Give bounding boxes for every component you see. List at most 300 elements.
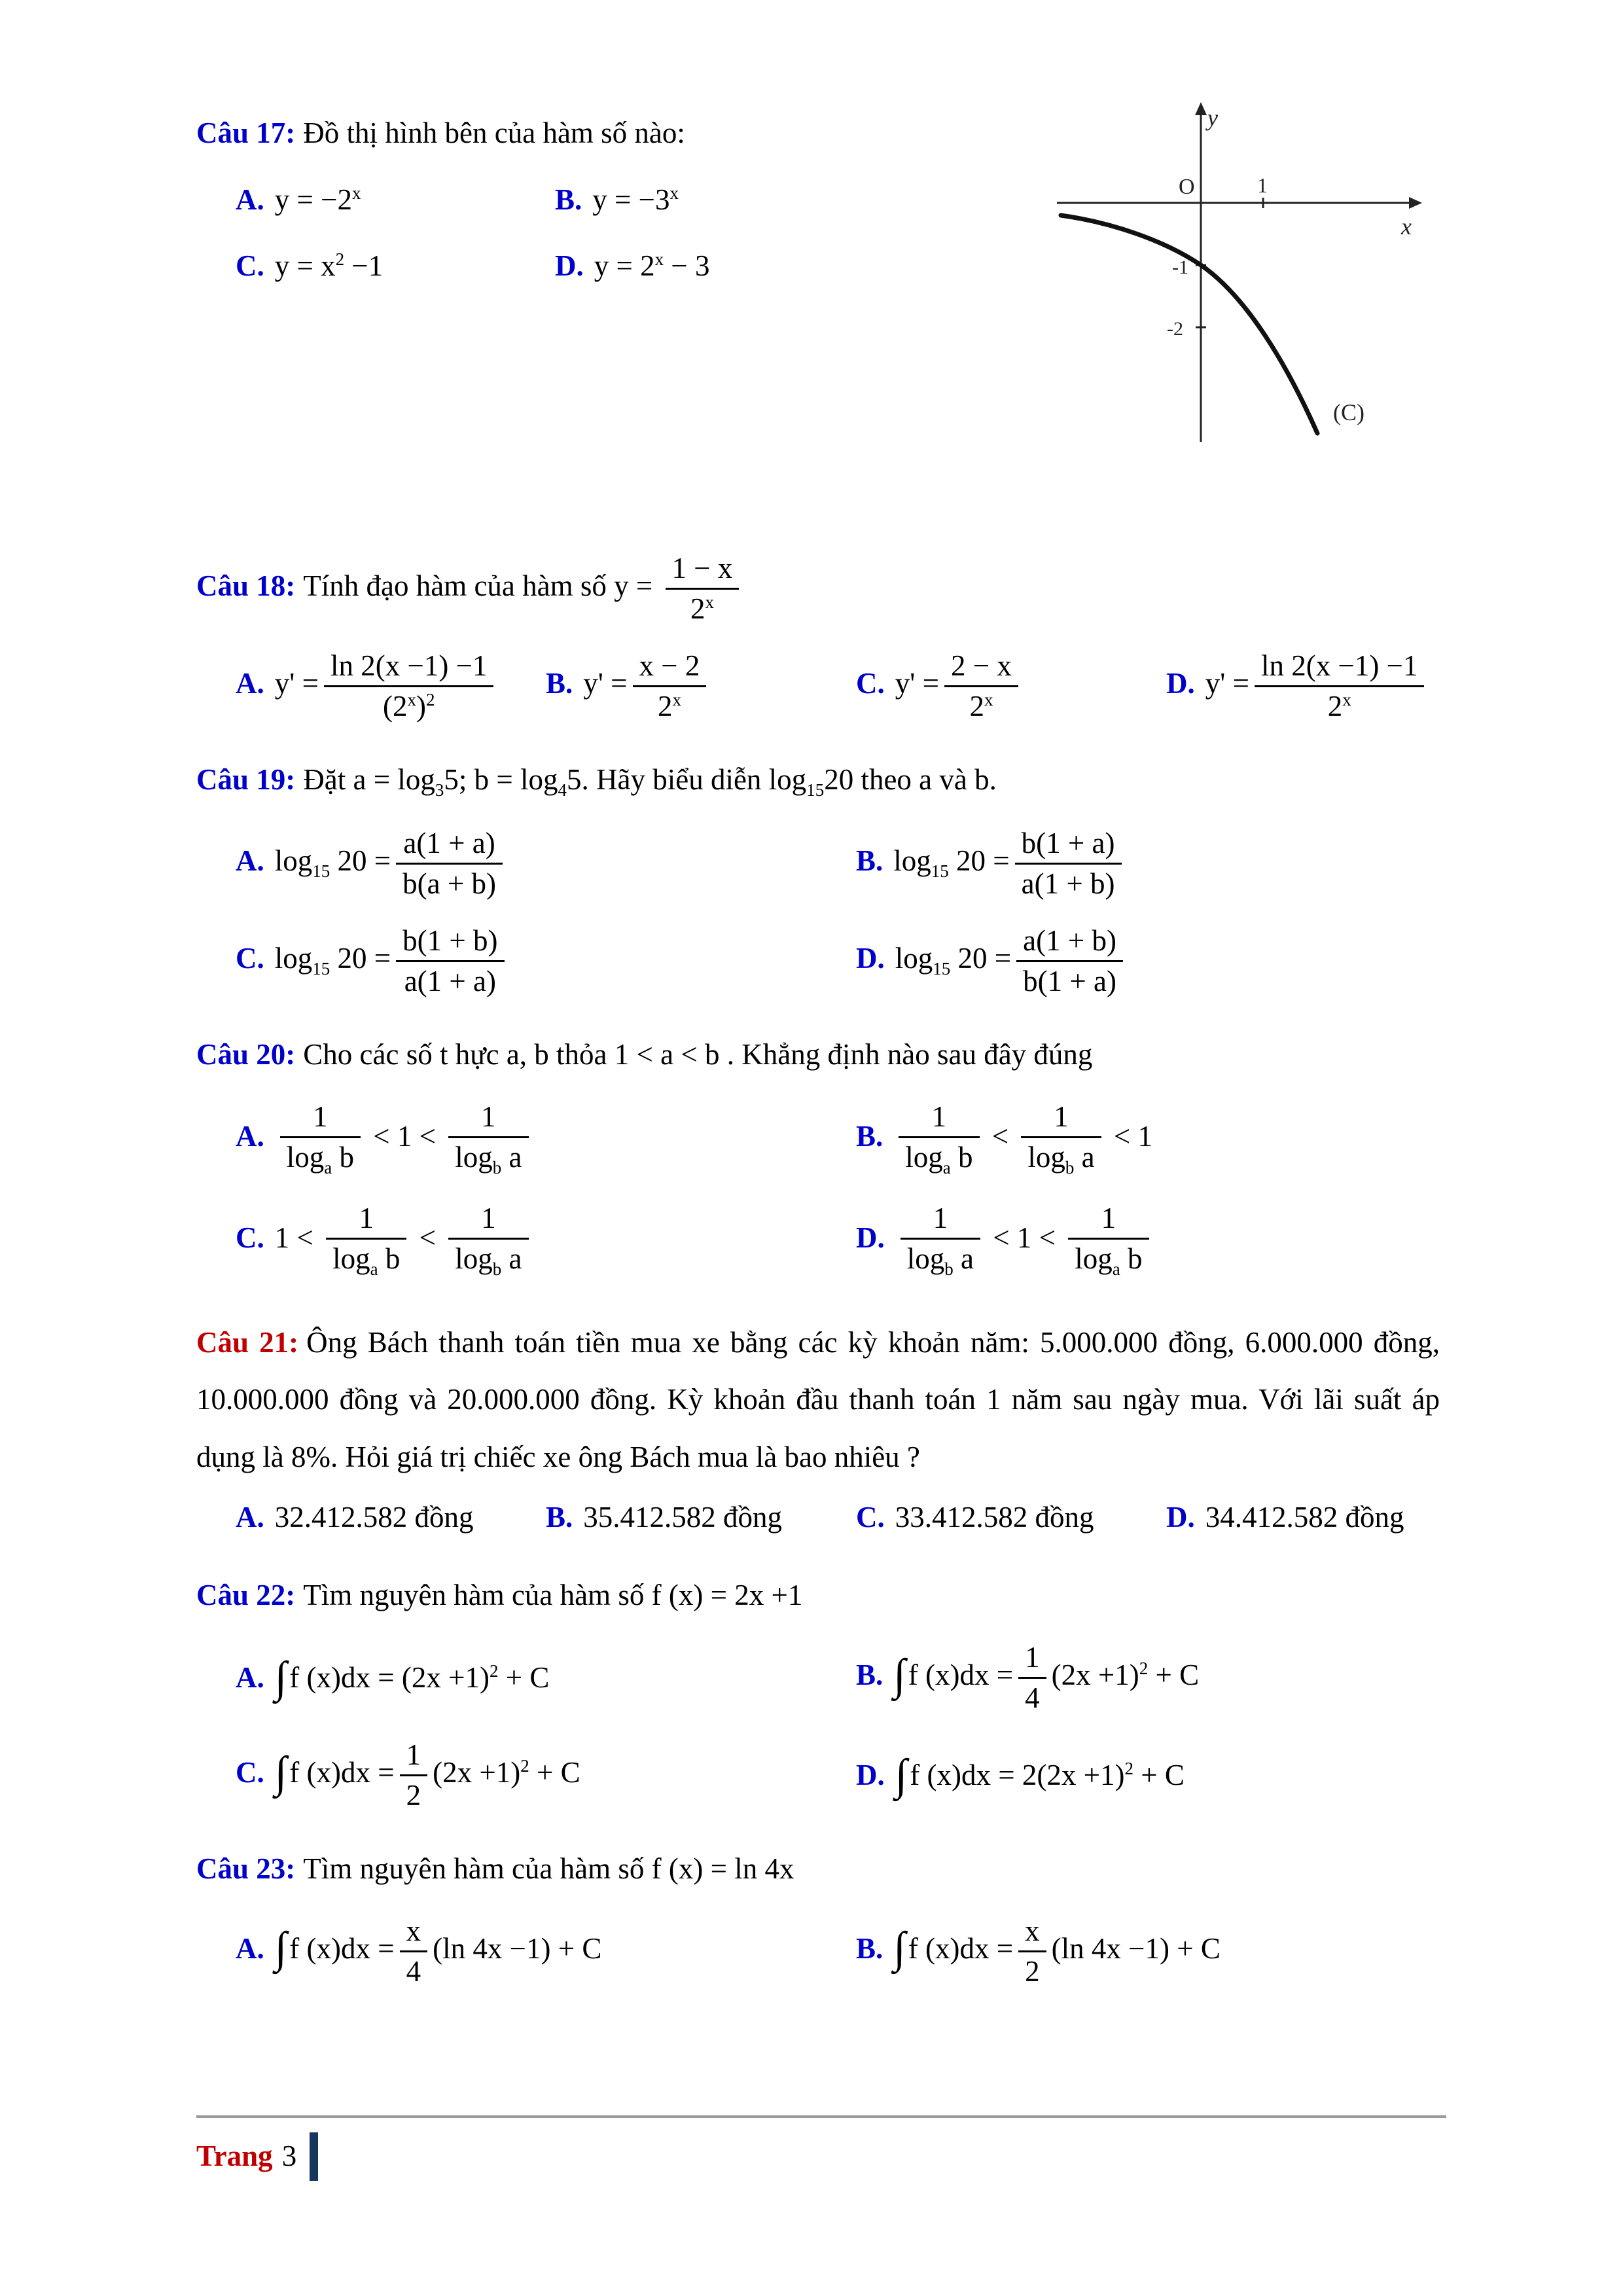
q22-options-row-2 bbox=[196, 1738, 1440, 1813]
numerator: ln 2(x −1) −1 bbox=[324, 649, 493, 687]
formula-text: log bbox=[274, 941, 313, 975]
formula-text: < bbox=[984, 1119, 1016, 1153]
integral-sign: ∫ bbox=[274, 1923, 287, 1973]
option-formula bbox=[274, 826, 508, 900]
question-formula bbox=[353, 763, 582, 800]
option-letter: B. bbox=[555, 183, 582, 216]
origin-label: O bbox=[1179, 175, 1195, 199]
option-letter: D. bbox=[856, 1221, 885, 1254]
question-formula: f (x) = ln 4x bbox=[651, 1852, 794, 1886]
subscript: 15 bbox=[806, 780, 825, 800]
formula-text: 1 < bbox=[274, 1221, 321, 1254]
q19-option-c bbox=[236, 924, 856, 999]
denominator bbox=[633, 687, 707, 724]
option-formula bbox=[895, 649, 1024, 723]
formula-text: f (x)dx = bbox=[908, 1658, 1014, 1691]
formula-text: b bbox=[950, 1140, 973, 1174]
formula-text: 20 = bbox=[337, 941, 391, 975]
option-formula bbox=[893, 1100, 1153, 1177]
exponent: 2 bbox=[1139, 1658, 1149, 1678]
fraction bbox=[1015, 826, 1122, 901]
option-letter: B. bbox=[856, 1119, 883, 1153]
q18-option-c bbox=[856, 649, 1166, 724]
fraction bbox=[1016, 924, 1123, 999]
integral-sign: ∫ bbox=[274, 1652, 287, 1702]
exponent: x bbox=[984, 690, 993, 710]
formula-text: y = 2 bbox=[594, 249, 655, 282]
option-letter: D. bbox=[1166, 667, 1195, 700]
subscript: b bbox=[1065, 1157, 1075, 1177]
exponent: 2 bbox=[335, 249, 345, 269]
option-letter: B. bbox=[856, 1658, 883, 1691]
formula-text: log bbox=[768, 763, 807, 797]
subscript: a bbox=[942, 1157, 951, 1177]
footer-page-label: Trang bbox=[196, 2140, 273, 2173]
question-label: Câu 21: bbox=[196, 1325, 299, 1359]
question-text: Tìm nguyên hàm của hàm số bbox=[303, 1579, 652, 1612]
option-formula bbox=[275, 1100, 534, 1177]
option-formula bbox=[592, 183, 679, 216]
q18-option-a bbox=[236, 649, 546, 724]
denominator bbox=[448, 1138, 528, 1179]
numerator: 1 bbox=[448, 1100, 528, 1138]
q18-option-b bbox=[546, 649, 856, 724]
fraction bbox=[944, 649, 1018, 724]
formula-text: 20 bbox=[824, 763, 854, 797]
numerator: x bbox=[1018, 1914, 1046, 1952]
formula-text: y = bbox=[614, 569, 653, 602]
subscript: b bbox=[492, 1259, 502, 1279]
fraction bbox=[400, 1914, 428, 1989]
q20-option-c bbox=[236, 1201, 856, 1280]
formula-text: (2x +1) bbox=[401, 1660, 490, 1694]
option-letter: A. bbox=[236, 844, 264, 877]
formula-text: f (x)dx = bbox=[908, 1931, 1014, 1965]
formula-text: + C bbox=[1148, 1658, 1200, 1691]
formula-text: y = −3 bbox=[592, 183, 670, 216]
exponential-curve bbox=[1061, 215, 1317, 433]
q21-options-row bbox=[196, 1496, 1440, 1540]
formula-text: < 1 < bbox=[986, 1221, 1063, 1254]
integral-sign: ∫ bbox=[895, 1749, 908, 1799]
exponent: x bbox=[352, 183, 361, 203]
numerator: a(1 + b) bbox=[1016, 924, 1123, 962]
question-20 bbox=[196, 1033, 1440, 1280]
option-formula bbox=[895, 924, 1128, 998]
question-label: Câu 18: bbox=[196, 569, 296, 602]
formula-text: (2x +1) bbox=[1037, 1758, 1125, 1791]
denominator bbox=[280, 1138, 361, 1179]
integral-sign: ∫ bbox=[274, 1747, 287, 1797]
formula-text: y = x bbox=[274, 249, 336, 282]
formula-text: y' = bbox=[1205, 667, 1249, 700]
formula-text: log bbox=[455, 1242, 493, 1275]
numerator: 1 bbox=[280, 1100, 361, 1138]
denominator bbox=[324, 687, 493, 724]
exponent: 2 bbox=[489, 1660, 499, 1681]
fraction bbox=[901, 1201, 980, 1280]
formula-text: a = log bbox=[353, 763, 435, 797]
formula-text: < 1 < bbox=[366, 1119, 444, 1153]
fraction bbox=[1021, 1100, 1101, 1179]
formula-text: b bbox=[332, 1140, 354, 1174]
q19-option-a bbox=[236, 826, 856, 901]
formula-text: y' = bbox=[895, 667, 939, 700]
formula-text: y' = bbox=[583, 667, 628, 700]
question-text: . Hãy biểu diễn bbox=[581, 763, 769, 797]
question-text: Ông Bách thanh toán tiền mua xe bằng các kỳ khoản năm: 5.000.000 đồng, 6.000.000 đồng, 10.000.000 đồng và 20.000.000 đồng. Kỳ khoản đầu thanh toán 1 năm sau ngày mua. Với lãi suất áp dụng là 8%. Hỏi giá trị chiếc xe ông Bách mua là bao nhiêu ? bbox=[196, 1325, 1440, 1474]
question-label: Câu 23: bbox=[196, 1852, 296, 1886]
fraction bbox=[396, 826, 503, 901]
option-formula bbox=[893, 826, 1126, 900]
question-21-paragraph bbox=[196, 1314, 1440, 1486]
subscript: b bbox=[944, 1259, 954, 1279]
integral-sign: ∫ bbox=[893, 1923, 906, 1973]
numerator: a(1 + a) bbox=[396, 826, 503, 865]
numerator: 1 bbox=[1068, 1201, 1149, 1240]
numerator: b(1 + b) bbox=[396, 924, 504, 962]
option-formula bbox=[274, 1914, 602, 1988]
formula-text: a bbox=[953, 1242, 974, 1275]
question-text: Cho các số t hực a, b thỏa bbox=[303, 1038, 615, 1071]
question-20-head bbox=[196, 1033, 1440, 1077]
formula-text: y = −2 bbox=[274, 183, 353, 216]
denominator: 4 bbox=[1025, 1681, 1040, 1714]
option-letter: D. bbox=[555, 249, 584, 282]
option-letter: C. bbox=[856, 1500, 885, 1534]
subscript: a bbox=[1112, 1259, 1120, 1279]
q20-options-row-1 bbox=[196, 1100, 1440, 1179]
denominator bbox=[666, 590, 740, 626]
q23-option-b bbox=[856, 1914, 1221, 1989]
formula-text: a bbox=[501, 1242, 522, 1275]
subscript: 15 bbox=[312, 958, 330, 978]
option-text: 34.412.582 đồng bbox=[1205, 1500, 1404, 1534]
formula-text: log bbox=[1075, 1242, 1113, 1275]
formula-text: < 1 bbox=[1106, 1119, 1153, 1153]
formula-text: + C bbox=[1133, 1758, 1185, 1791]
y-minus1-label: -1 bbox=[1172, 257, 1188, 278]
fraction bbox=[1018, 1914, 1046, 1989]
numerator: 2 − x bbox=[944, 649, 1018, 687]
q17-option-a bbox=[236, 178, 555, 223]
numerator: ln 2(x −1) −1 bbox=[1255, 649, 1424, 687]
option-letter: A. bbox=[236, 1660, 264, 1694]
y-axis-arrow bbox=[1195, 102, 1207, 115]
exponent: 2 bbox=[425, 690, 435, 710]
footer bbox=[196, 2132, 318, 2181]
formula-text: ) bbox=[416, 690, 426, 723]
x1-label: 1 bbox=[1257, 173, 1268, 197]
q23-options-row bbox=[196, 1914, 1440, 1989]
subscript: 15 bbox=[312, 861, 330, 881]
y-axis-label: y bbox=[1207, 105, 1218, 131]
fraction bbox=[400, 1738, 428, 1813]
numerator: x − 2 bbox=[633, 649, 707, 687]
question-21 bbox=[196, 1314, 1440, 1540]
q17-option-c bbox=[236, 244, 555, 289]
question-18 bbox=[196, 551, 1440, 724]
q20-option-d bbox=[856, 1201, 1154, 1280]
numerator: 1 − x bbox=[666, 551, 740, 590]
q18-options-row bbox=[196, 649, 1440, 724]
question-label: Câu 20: bbox=[196, 1038, 296, 1071]
q21-option-c bbox=[856, 1496, 1166, 1540]
formula-text: log bbox=[895, 941, 933, 975]
q21-option-d bbox=[1166, 1496, 1404, 1540]
q20-option-b bbox=[856, 1100, 1152, 1179]
denominator: 2 bbox=[1025, 1954, 1040, 1988]
q22-option-d bbox=[856, 1749, 1185, 1799]
fraction bbox=[448, 1100, 528, 1179]
option-letter: B. bbox=[546, 667, 573, 700]
formula-text: 5 bbox=[567, 763, 582, 797]
subscript: b bbox=[492, 1157, 502, 1177]
numerator: 1 bbox=[400, 1738, 428, 1776]
question-text: theo a và b. bbox=[853, 763, 997, 797]
q21-option-a bbox=[236, 1496, 546, 1540]
exponent: x bbox=[407, 690, 416, 710]
formula-text: 20 = bbox=[957, 941, 1012, 975]
formula-text: log bbox=[906, 1242, 945, 1275]
exponent: 2 bbox=[520, 1756, 529, 1776]
fraction bbox=[1018, 1640, 1046, 1715]
footer-page-number: 3 bbox=[281, 2140, 297, 2173]
denominator bbox=[1021, 1138, 1101, 1179]
formula-text: log bbox=[332, 1242, 370, 1275]
fraction bbox=[633, 649, 707, 724]
option-formula bbox=[274, 1652, 550, 1702]
subscript: 15 bbox=[933, 958, 951, 978]
option-letter: A. bbox=[236, 183, 264, 216]
q19-options-row-2 bbox=[196, 924, 1440, 999]
option-text: 32.412.582 đồng bbox=[274, 1500, 474, 1534]
option-letter: D. bbox=[856, 941, 885, 975]
denominator bbox=[899, 1138, 979, 1179]
option-letter: C. bbox=[236, 1756, 264, 1789]
subscript: a bbox=[324, 1157, 332, 1177]
formula-text: log bbox=[286, 1140, 325, 1174]
formula-text: a bbox=[501, 1140, 522, 1174]
footer-bar bbox=[310, 2132, 318, 2181]
option-letter: D. bbox=[1166, 1500, 1195, 1534]
option-letter: B. bbox=[546, 1500, 573, 1534]
formula-text: (ln 4x −1) + C bbox=[433, 1931, 602, 1965]
q19-option-d bbox=[856, 924, 1128, 999]
formula-text: log bbox=[455, 1140, 493, 1174]
question-text: Đồ thị hình bên của hàm số nào: bbox=[303, 117, 685, 149]
fraction bbox=[899, 1100, 979, 1179]
question-19-head bbox=[196, 758, 1440, 804]
question-formula: f (x) = 2x +1 bbox=[651, 1579, 803, 1612]
denominator bbox=[901, 1240, 980, 1280]
q22-option-a bbox=[236, 1652, 856, 1702]
y-minus2-label: -2 bbox=[1167, 318, 1183, 340]
question-text: . Khẳng định nào sau đây đúng bbox=[719, 1038, 1093, 1071]
question-label: Câu 17: bbox=[196, 117, 296, 149]
fraction bbox=[448, 1201, 528, 1280]
fraction bbox=[280, 1100, 361, 1179]
q19-option-b bbox=[856, 826, 1127, 901]
option-formula bbox=[275, 249, 383, 282]
option-letter: C. bbox=[236, 941, 264, 975]
numerator: 1 bbox=[1021, 1100, 1101, 1138]
curve-label: (C) bbox=[1333, 399, 1364, 425]
exponent: x bbox=[705, 592, 714, 613]
option-letter: A. bbox=[236, 667, 264, 700]
subscript: a bbox=[370, 1259, 378, 1279]
integral-sign: ∫ bbox=[893, 1649, 906, 1699]
exponent: 2 bbox=[1124, 1758, 1133, 1778]
question-22-head bbox=[196, 1573, 1440, 1618]
formula-text: 2 bbox=[1022, 1758, 1037, 1791]
formula-text: 2 bbox=[969, 690, 984, 723]
formula-text: log bbox=[905, 1140, 943, 1174]
fraction bbox=[666, 551, 740, 626]
formula-text: log bbox=[893, 844, 931, 877]
denominator: a(1 + b) bbox=[1021, 867, 1115, 900]
question-label: Câu 22: bbox=[196, 1579, 296, 1612]
question-text: Đặt bbox=[303, 763, 353, 797]
numerator: 1 bbox=[901, 1201, 980, 1240]
denominator bbox=[944, 687, 1018, 724]
option-letter: A. bbox=[236, 1500, 264, 1534]
denominator: b(a + b) bbox=[402, 867, 496, 900]
formula-text: 2 bbox=[657, 690, 673, 723]
question-label: Câu 19: bbox=[196, 763, 296, 797]
question-23 bbox=[196, 1847, 1440, 1989]
denominator: b(1 + a) bbox=[1023, 965, 1116, 998]
formula-text: y' = bbox=[274, 667, 319, 700]
option-letter: C. bbox=[236, 249, 264, 282]
option-letter: A. bbox=[236, 1119, 264, 1153]
denominator bbox=[448, 1240, 528, 1280]
question-22 bbox=[196, 1573, 1440, 1813]
q19-options-row-1 bbox=[196, 826, 1440, 901]
formula-text: (ln 4x −1) + C bbox=[1051, 1931, 1221, 1965]
question-23-head bbox=[196, 1847, 1440, 1892]
numerator: 1 bbox=[1018, 1640, 1046, 1679]
fraction bbox=[396, 924, 504, 999]
formula-text: 20 = bbox=[337, 844, 391, 877]
question-formula bbox=[768, 763, 854, 800]
option-formula bbox=[274, 1738, 580, 1812]
question-18-head bbox=[196, 551, 1440, 626]
fraction bbox=[1068, 1201, 1149, 1280]
formula-text: 2 bbox=[1327, 690, 1343, 723]
option-letter: C. bbox=[236, 1221, 264, 1254]
q22-options-row-1 bbox=[196, 1640, 1440, 1715]
exponent: x bbox=[672, 690, 681, 710]
subscript: 15 bbox=[931, 861, 949, 881]
numerator: 1 bbox=[326, 1201, 406, 1240]
numerator: 1 bbox=[448, 1201, 528, 1240]
x-axis-label: x bbox=[1401, 213, 1412, 240]
option-text: 33.412.582 đồng bbox=[895, 1500, 1094, 1534]
formula-text: + C bbox=[498, 1660, 550, 1694]
option-letter: B. bbox=[856, 1931, 883, 1965]
option-letter: A. bbox=[236, 1931, 264, 1965]
formula-text: a bbox=[1074, 1140, 1095, 1174]
fraction bbox=[1255, 649, 1424, 724]
option-formula bbox=[895, 1201, 1154, 1279]
denominator: a(1 + a) bbox=[404, 965, 496, 998]
q18-option-d bbox=[1166, 649, 1429, 724]
q23-option-a bbox=[236, 1914, 856, 1989]
formula-text: < bbox=[412, 1221, 444, 1254]
numerator: 1 bbox=[899, 1100, 979, 1138]
q21-option-b bbox=[546, 1496, 856, 1540]
option-formula bbox=[275, 183, 361, 216]
formula-text: 5; b = log bbox=[444, 763, 558, 797]
denominator: 4 bbox=[406, 1954, 421, 1988]
formula-text: f (x)dx = bbox=[910, 1758, 1015, 1791]
formula-text: (2 bbox=[382, 690, 408, 723]
formula-text: log bbox=[1027, 1140, 1065, 1174]
exponent: x bbox=[654, 249, 664, 269]
option-letter: C. bbox=[856, 667, 885, 700]
question-text: Tìm nguyên hàm của hàm số bbox=[303, 1852, 652, 1886]
fraction bbox=[324, 649, 493, 724]
formula-text: (2x +1) bbox=[433, 1756, 521, 1789]
formula-text: f (x)dx = bbox=[289, 1931, 395, 1965]
formula-text: 2 bbox=[690, 592, 705, 626]
x-axis-arrow bbox=[1409, 197, 1422, 209]
question-17 bbox=[196, 105, 1440, 517]
denominator bbox=[1255, 687, 1424, 724]
option-letter: B. bbox=[856, 844, 883, 877]
numerator: b(1 + a) bbox=[1015, 826, 1122, 865]
footer-rule bbox=[196, 2115, 1446, 2118]
formula-text: f (x)dx = bbox=[289, 1660, 395, 1694]
formula-text: + C bbox=[529, 1756, 580, 1789]
formula-text: (2x +1) bbox=[1051, 1658, 1139, 1691]
formula-text: −1 bbox=[344, 249, 383, 282]
numerator: x bbox=[400, 1914, 428, 1952]
option-formula bbox=[583, 649, 711, 723]
formula-text: b bbox=[1120, 1242, 1143, 1275]
option-text: 35.412.582 đồng bbox=[583, 1500, 783, 1534]
q22-option-b bbox=[856, 1640, 1199, 1715]
question-19 bbox=[196, 758, 1440, 999]
formula-text: − 3 bbox=[664, 249, 710, 282]
option-formula bbox=[893, 1640, 1200, 1714]
question-formula: 1 < a < b bbox=[614, 1038, 720, 1071]
option-formula bbox=[1205, 649, 1430, 723]
question-text: Tính đạo hàm của hàm số bbox=[303, 569, 607, 602]
question-formula bbox=[614, 552, 744, 626]
denominator bbox=[1068, 1240, 1149, 1280]
option-formula bbox=[893, 1914, 1221, 1988]
exponent: x bbox=[1342, 690, 1351, 710]
q17-graph bbox=[1050, 98, 1430, 452]
denominator: 2 bbox=[406, 1779, 421, 1812]
q20-options-row-2 bbox=[196, 1201, 1440, 1280]
fraction bbox=[326, 1201, 406, 1280]
subscript: 4 bbox=[558, 780, 567, 800]
q22-option-c bbox=[236, 1738, 856, 1813]
option-formula bbox=[274, 924, 510, 998]
q17-option-b bbox=[555, 178, 679, 223]
exponent: x bbox=[669, 183, 679, 203]
formula-text: f (x)dx = bbox=[289, 1756, 395, 1789]
q17-option-d bbox=[555, 244, 710, 289]
denominator bbox=[326, 1240, 406, 1280]
option-formula bbox=[274, 649, 499, 723]
formula-text: b bbox=[378, 1242, 401, 1275]
option-letter: D. bbox=[856, 1758, 885, 1791]
formula-text: 20 = bbox=[956, 844, 1010, 877]
